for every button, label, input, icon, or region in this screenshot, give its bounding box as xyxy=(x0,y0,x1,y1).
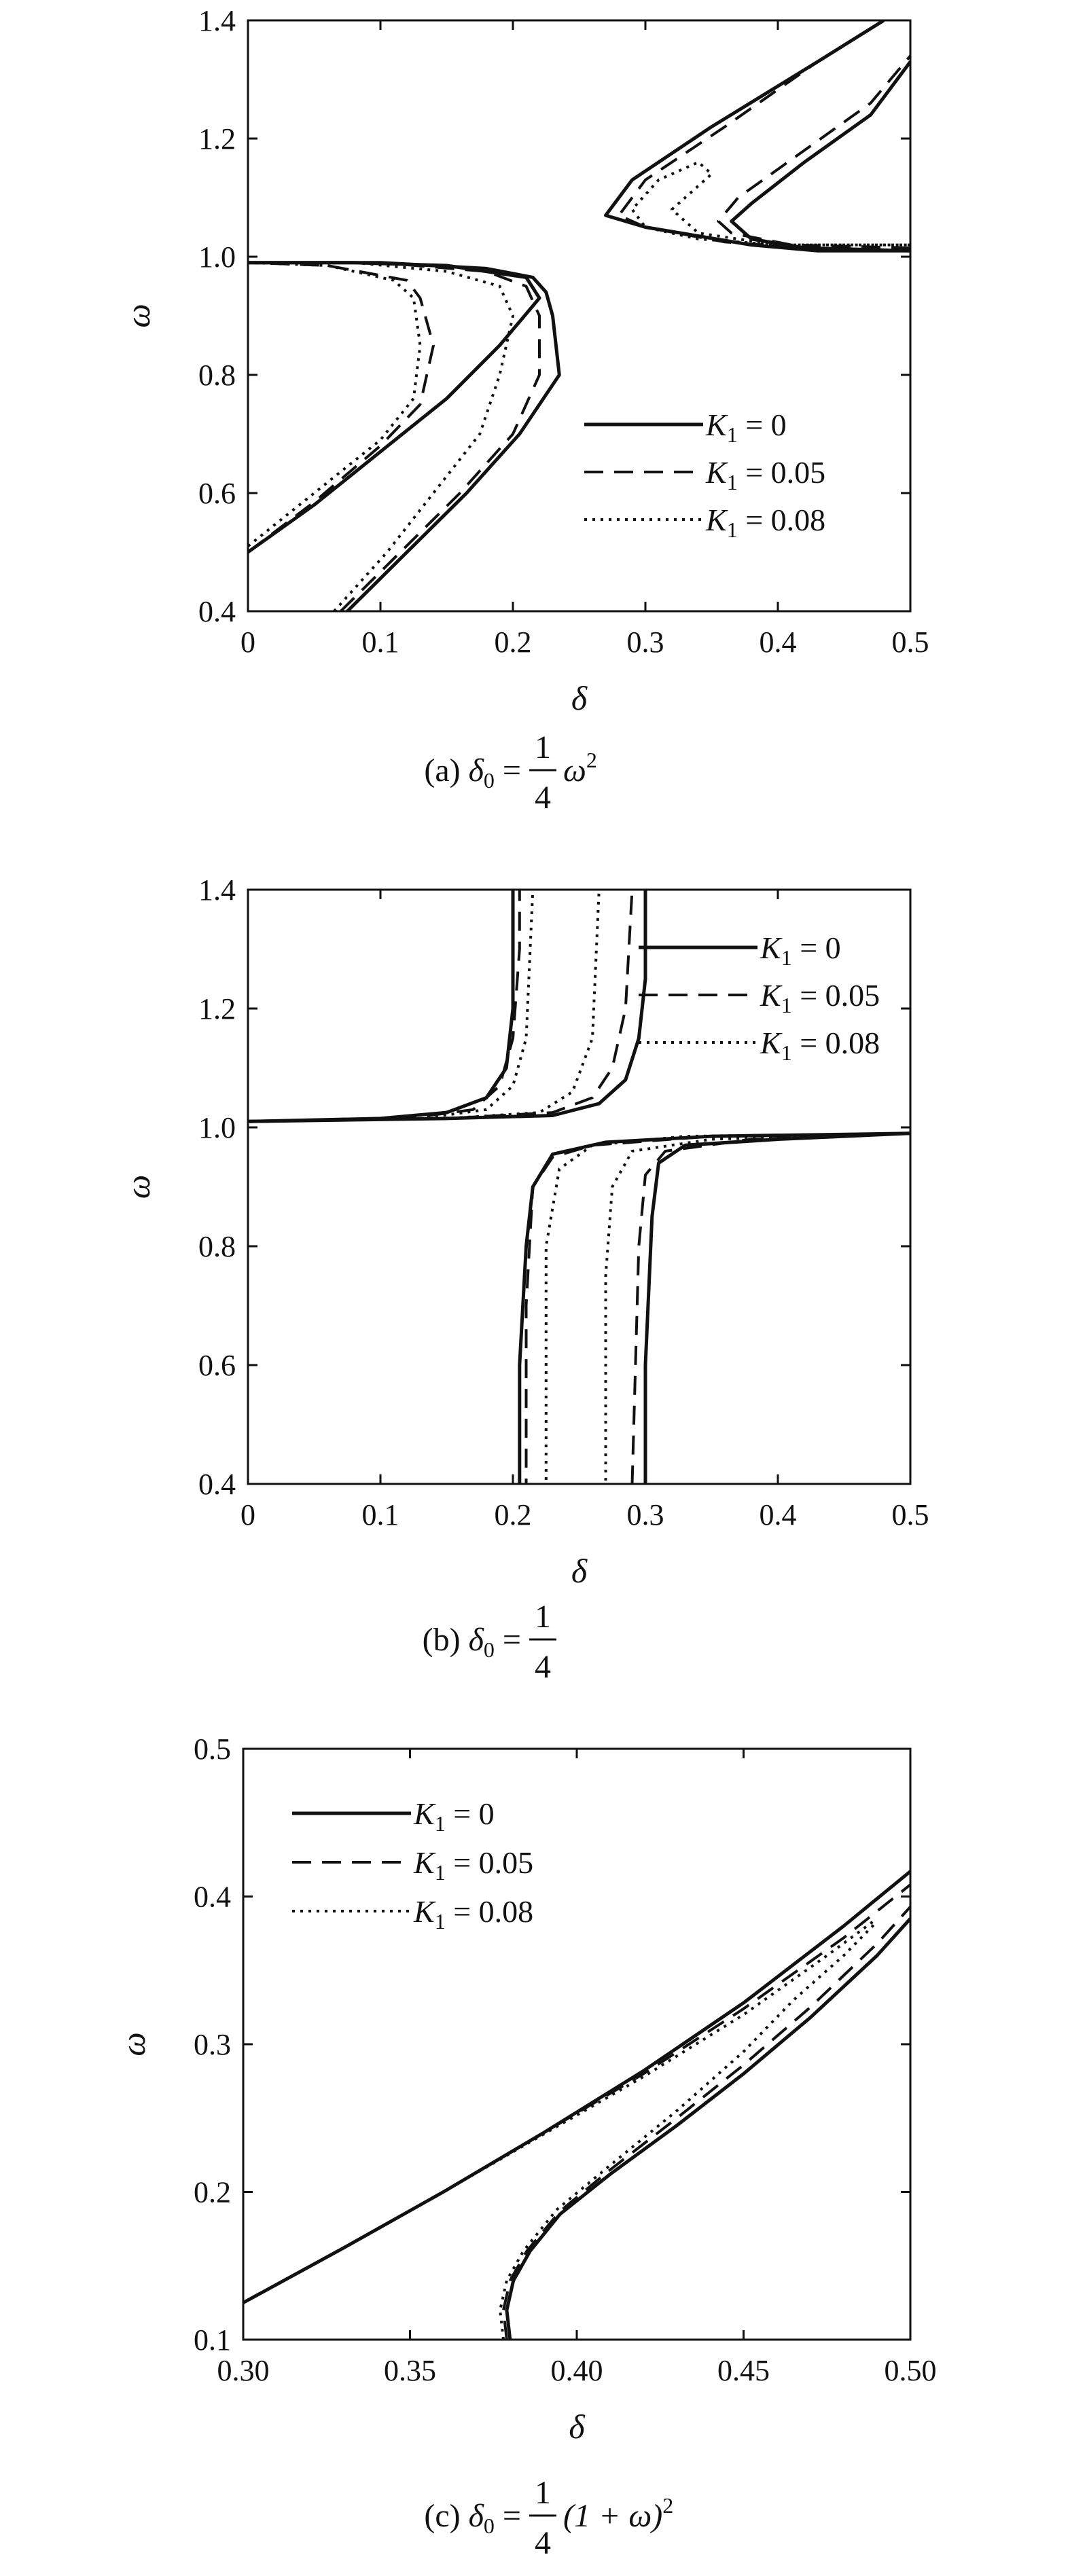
series-line-dashed-1 xyxy=(248,263,539,611)
x-tick-label: 0.50 xyxy=(884,2354,937,2387)
series-line-dashed-0 xyxy=(248,263,433,552)
panel-a xyxy=(119,4,929,816)
legend-entry: $K_1 = 0$ xyxy=(760,930,841,970)
caption-denominator: 4 xyxy=(535,1649,551,1685)
caption-tail: $\omega^2$ xyxy=(563,748,597,788)
series-line-solid-3 xyxy=(645,1133,910,1484)
x-axis-label: δ xyxy=(571,679,588,717)
series-line-solid-0 xyxy=(248,263,539,552)
legend-entry: $K_1 = 0$ xyxy=(706,407,787,447)
caption-numerator: 1 xyxy=(535,1599,551,1635)
x-axis-label: δ xyxy=(571,1552,588,1590)
x-tick-label: 0.2 xyxy=(494,625,532,659)
x-tick-label: 0.3 xyxy=(626,1498,664,1531)
y-tick-label: 1.2 xyxy=(198,122,236,156)
panel-c xyxy=(114,1733,937,2561)
y-tick-label: 1.4 xyxy=(198,4,236,37)
legend-entry: $K_1 = 0.05$ xyxy=(414,1845,534,1885)
series-line-dotted-0 xyxy=(243,1919,877,2303)
legend-entry: $K_1 = 0.08$ xyxy=(706,503,826,542)
y-tick-label: 0.8 xyxy=(198,359,236,392)
series-line-solid-3 xyxy=(732,62,910,251)
x-tick-label: 0 xyxy=(240,625,255,659)
legend-entry: $K_1 = 0.08$ xyxy=(414,1894,534,1934)
y-tick-label: 0.5 xyxy=(194,1733,231,1766)
series-line-dashed-0 xyxy=(248,890,520,1121)
y-axis-label: ω xyxy=(119,304,157,328)
series-line-dotted-0 xyxy=(248,890,533,1121)
x-tick-label: 0.5 xyxy=(891,625,929,659)
series-line-dotted-1 xyxy=(248,263,513,611)
y-tick-label: 0.4 xyxy=(198,595,236,628)
series-line-dotted-2 xyxy=(546,1133,910,1484)
caption-lhs: (c) $\delta_0$ = xyxy=(424,2498,521,2538)
y-tick-label: 0.6 xyxy=(198,1349,236,1382)
caption-denominator: 4 xyxy=(535,780,551,816)
series-line-solid-2 xyxy=(520,1133,910,1484)
panel-b xyxy=(119,873,929,1685)
x-tick-label: 0.1 xyxy=(361,1498,399,1531)
y-tick-label: 1.4 xyxy=(198,873,236,907)
caption-numerator: 1 xyxy=(535,729,551,765)
y-tick-label: 0.2 xyxy=(194,2175,231,2209)
plot-frame xyxy=(243,1749,910,2340)
caption-lhs: (a) $\delta_0$ = xyxy=(424,752,521,793)
y-tick-label: 1.0 xyxy=(198,1111,236,1144)
series-line-dashed-2 xyxy=(619,20,910,248)
series-solid xyxy=(243,1872,910,2340)
x-tick-label: 0.35 xyxy=(384,2354,436,2387)
y-tick-label: 1.2 xyxy=(198,992,236,1026)
y-axis-label: ω xyxy=(119,1174,157,1199)
y-tick-label: 0.4 xyxy=(194,1880,231,1914)
x-tick-label: 0.1 xyxy=(361,625,399,659)
legend-entry: $K_1 = 0.05$ xyxy=(760,978,880,1017)
caption-numerator: 1 xyxy=(535,2475,551,2511)
legend xyxy=(584,407,825,542)
series-line-solid-1 xyxy=(507,1919,910,2340)
caption-lhs: (b) $\delta_0$ = xyxy=(422,1622,521,1662)
legend-entry: $K_1 = 0.08$ xyxy=(760,1026,880,1065)
legend-entry: $K_1 = 0$ xyxy=(414,1796,495,1836)
x-tick-label: 0.45 xyxy=(717,2354,770,2387)
x-tick-label: 0.40 xyxy=(550,2354,603,2387)
series-line-solid-1 xyxy=(248,263,559,611)
y-tick-label: 0.4 xyxy=(198,1468,236,1501)
series-dotted xyxy=(243,1919,877,2340)
legend xyxy=(292,1796,533,1934)
series-line-dotted-1 xyxy=(500,1922,877,2340)
series-line-dotted-3 xyxy=(606,1133,911,1484)
x-tick-label: 0.5 xyxy=(891,1498,929,1531)
caption xyxy=(424,729,597,816)
y-tick-label: 0.8 xyxy=(198,1230,236,1263)
series-line-dotted-2 xyxy=(632,162,911,245)
x-tick-label: 0 xyxy=(240,1498,255,1531)
legend-entry: $K_1 = 0.05$ xyxy=(706,455,826,494)
series-line-solid-2 xyxy=(606,20,911,251)
series-line-dashed-3 xyxy=(718,56,910,248)
series-line-dashed-2 xyxy=(527,1133,911,1484)
x-tick-label: 0.2 xyxy=(494,1498,532,1531)
x-tick-label: 0.4 xyxy=(759,1498,797,1531)
y-tick-label: 0.1 xyxy=(194,2323,231,2357)
y-tick-label: 0.6 xyxy=(198,477,236,510)
x-axis-label: δ xyxy=(569,2408,585,2446)
caption-denominator: 4 xyxy=(535,2525,551,2561)
caption xyxy=(424,2475,673,2561)
series-line-dashed-0 xyxy=(243,1885,910,2303)
caption xyxy=(423,1599,556,1685)
series-line-solid-0 xyxy=(243,1872,910,2303)
legend xyxy=(639,930,880,1065)
y-tick-label: 1.0 xyxy=(198,240,236,274)
series-dotted xyxy=(248,162,910,611)
x-tick-label: 0.30 xyxy=(217,2354,270,2387)
x-tick-label: 0.4 xyxy=(759,625,797,659)
series-line-solid-0 xyxy=(248,890,513,1121)
series-line-dotted-1 xyxy=(248,890,599,1121)
series-line-solid-1 xyxy=(248,890,645,1121)
caption-tail: $(1 + \omega)^2$ xyxy=(563,2493,674,2534)
y-tick-label: 0.3 xyxy=(194,2028,231,2061)
series-line-dotted-0 xyxy=(248,263,421,547)
x-tick-label: 0.3 xyxy=(626,625,664,659)
series-line-dashed-3 xyxy=(632,1133,911,1484)
y-axis-label: ω xyxy=(114,2032,152,2056)
